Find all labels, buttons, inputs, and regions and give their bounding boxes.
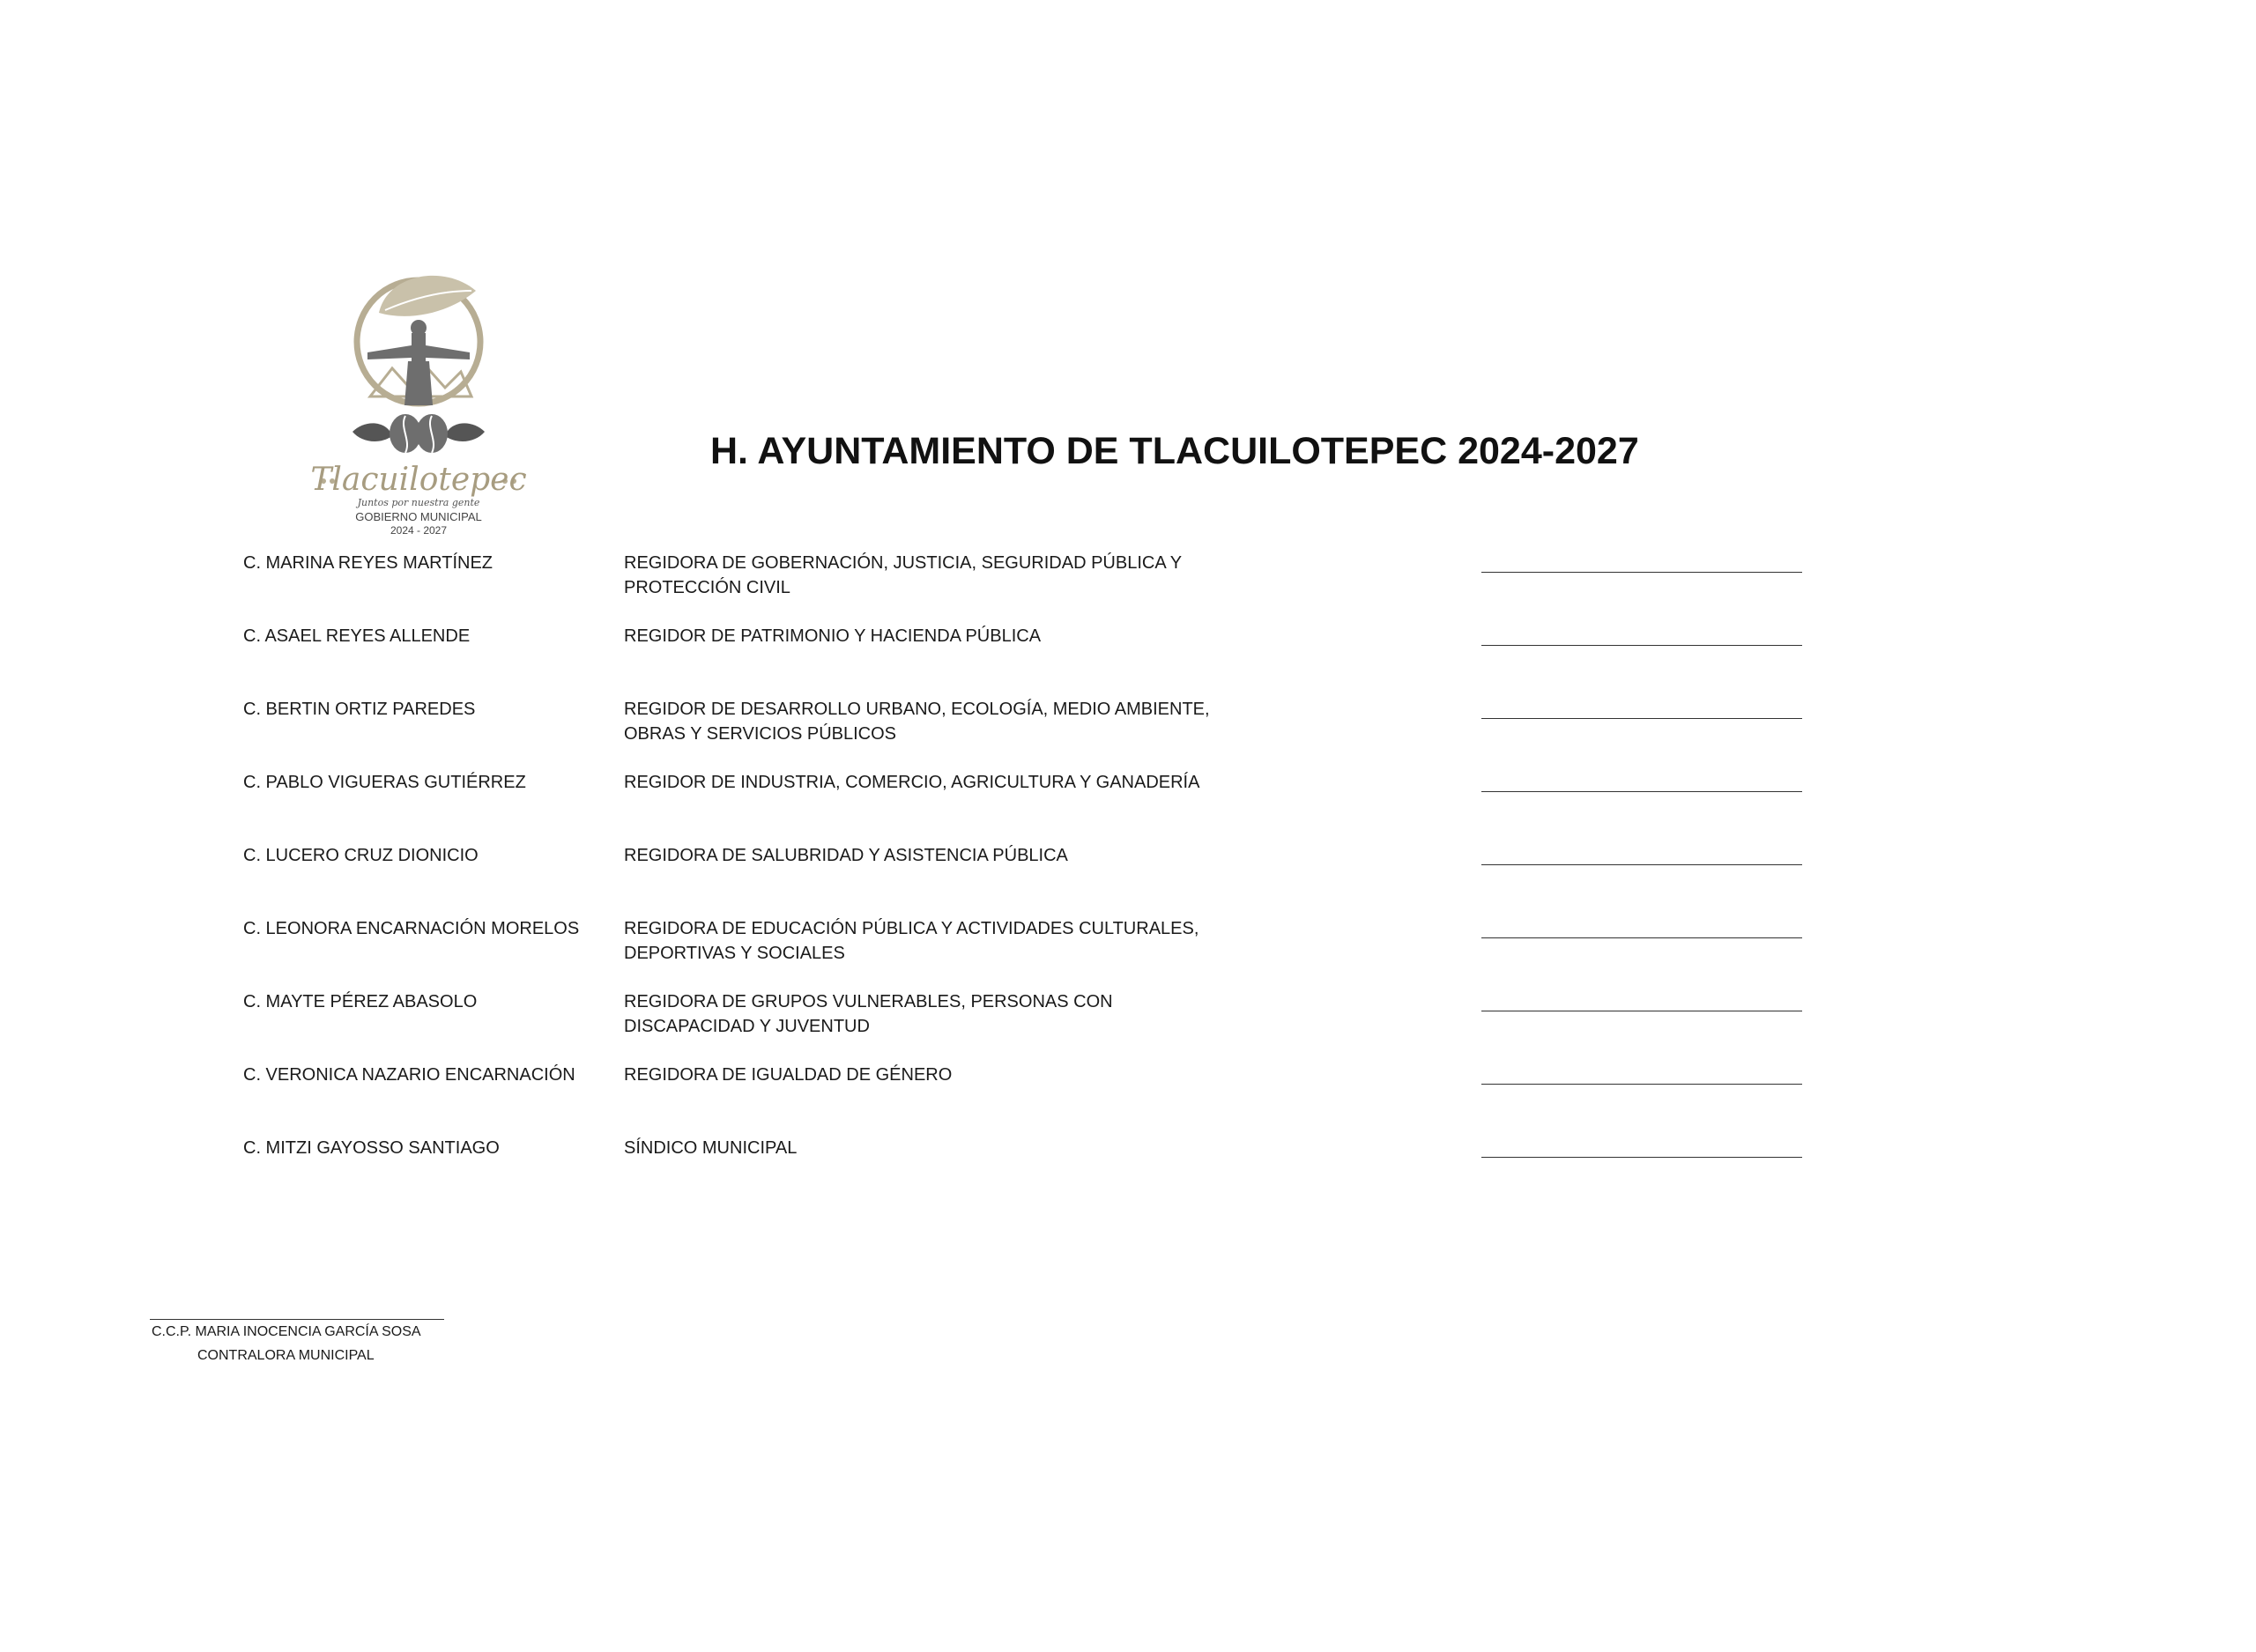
member-row — [0, 916, 2256, 969]
member-role: REGIDORA DE IGUALDAD DE GÉNERO — [624, 1065, 953, 1085]
member-role: REGIDORA DE EDUCACIÓN PÚBLICA Y ACTIVIDADES CULTURALES, DEPORTIVAS Y SOCIALES — [624, 919, 1199, 963]
page-title: H. AYUNTAMIENTO DE TLACUILOTEPEC 2024-2027 — [710, 430, 1639, 472]
signature-line — [1481, 864, 1802, 865]
signature-line — [1481, 1084, 1802, 1085]
member-role: REGIDORA DE SALUBRIDAD Y ASISTENCIA PÚBLICA — [624, 846, 1068, 865]
member-name: C. LUCERO CRUZ DIONICIO — [243, 846, 479, 865]
member-name: C. VERONICA NAZARIO ENCARNACIÓN — [243, 1065, 575, 1085]
signature-line — [1481, 791, 1802, 792]
logo-subtitle: GOBIERNO MUNICIPAL — [355, 510, 482, 523]
member-row — [0, 1136, 2256, 1189]
member-row — [0, 1063, 2256, 1115]
member-row — [0, 551, 2256, 604]
member-name: C. PABLO VIGUERAS GUTIÉRREZ — [243, 773, 526, 792]
member-role: REGIDORA DE GOBERNACIÓN, JUSTICIA, SEGURIDAD PÚBLICA Y PROTECCIÓN CIVIL — [624, 553, 1182, 597]
footer-signature-line — [150, 1319, 444, 1320]
logo-period: 2024 - 2027 — [390, 524, 448, 537]
member-role: REGIDOR DE INDUSTRIA, COMERCIO, AGRICULTURA Y GANADERÍA — [624, 773, 1200, 792]
member-name: C. LEONORA ENCARNACIÓN MORELOS — [243, 919, 580, 938]
member-row — [0, 843, 2256, 896]
member-role: REGIDOR DE DESARROLLO URBANO, ECOLOGÍA, MEDIO AMBIENTE, OBRAS Y SERVICIOS PÚBLICOS — [624, 700, 1210, 744]
member-name: C. MAYTE PÉREZ ABASOLO — [243, 992, 478, 1011]
signature-line — [1481, 937, 1802, 938]
member-name: C. MARINA REYES MARTÍNEZ — [243, 553, 494, 573]
member-role: REGIDOR DE PATRIMONIO Y HACIENDA PÚBLICA — [624, 626, 1042, 646]
member-row — [0, 989, 2256, 1042]
member-row — [0, 770, 2256, 823]
footer-cc-title: CONTRALORA MUNICIPAL — [197, 1348, 375, 1363]
member-role: REGIDORA DE GRUPOS VULNERABLES, PERSONAS CON DISCAPACIDAD Y JUVENTUD — [624, 992, 1113, 1036]
tlacuilotepec-logo-icon — [304, 264, 533, 537]
member-row — [0, 624, 2256, 677]
logo-slogan: Juntos por nuestra gente — [357, 497, 480, 508]
member-row — [0, 697, 2256, 750]
signature-line — [1481, 718, 1802, 719]
member-name: C. MITZI GAYOSSO SANTIAGO — [243, 1138, 500, 1158]
member-role: SÍNDICO MUNICIPAL — [624, 1138, 798, 1158]
member-name: C. ASAEL REYES ALLENDE — [243, 626, 471, 646]
footer-cc-name: C.C.P. MARIA INOCENCIA GARCÍA SOSA — [152, 1324, 421, 1339]
logo-wordmark: Tlacuilotepec — [310, 462, 527, 498]
signature-line — [1481, 572, 1802, 573]
signature-line — [1481, 1157, 1802, 1158]
signature-line — [1481, 645, 1802, 646]
member-name: C. BERTIN ORTIZ PAREDES — [243, 700, 476, 719]
